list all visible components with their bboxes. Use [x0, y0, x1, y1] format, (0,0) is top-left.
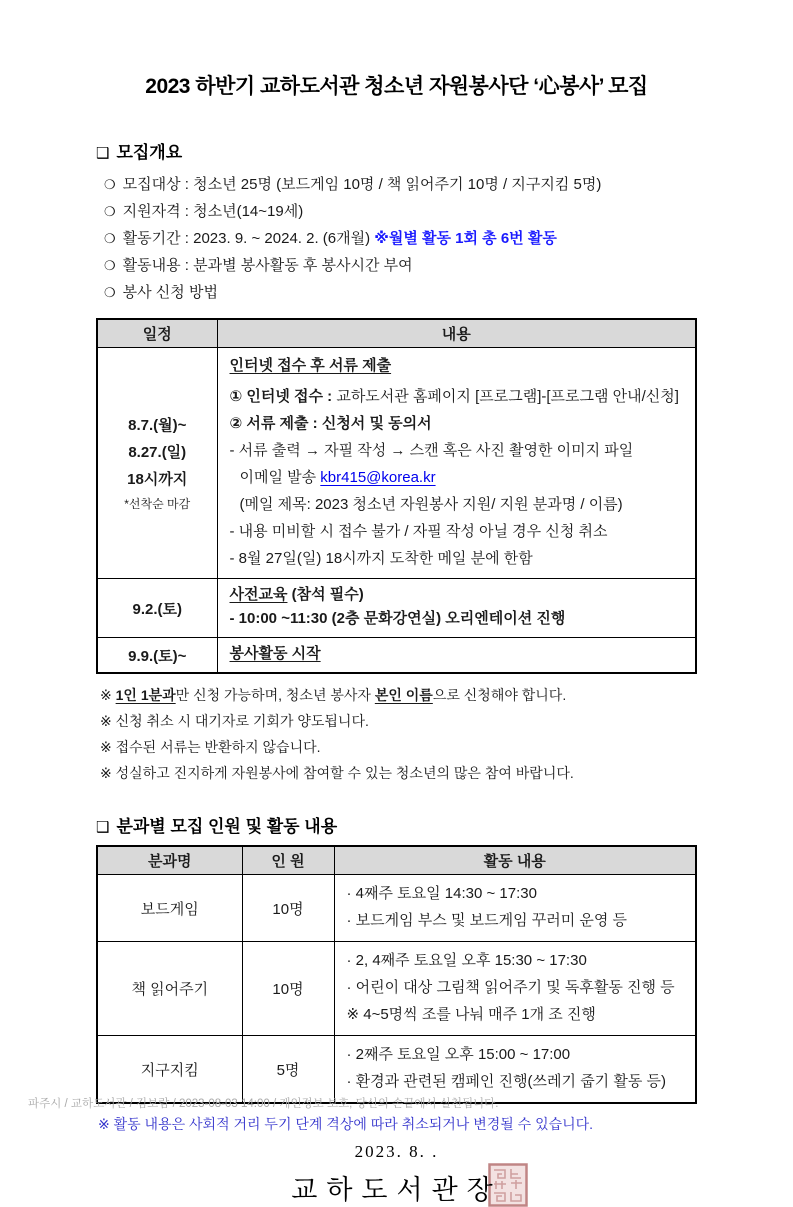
- content-line: [230, 642, 686, 666]
- overview-item-text: 활동기간 : 2023. 9. ~ 2024. 2. (6개월): [122, 230, 375, 247]
- content-line: [230, 464, 686, 491]
- circle-bullet-icon: ❍: [104, 204, 116, 219]
- note-line: [100, 682, 697, 708]
- content-line: (메일 제목: 2023 청소년 자원봉사 지원/ 지원 분과명 / 이름): [239, 496, 623, 513]
- table-row: [97, 579, 696, 638]
- table-row: [97, 638, 696, 674]
- closing-date: 2023. 8. .: [354, 1142, 439, 1161]
- step1-label: ① 인터넷 접수 :: [229, 388, 337, 405]
- overview-item-text: 모집대상 : 청소년 25명 (보드게임 10명 / 책 읽어주기 10명 / 지구지킴 5명): [122, 176, 602, 193]
- signature-block: [291, 1168, 502, 1207]
- activity-change-footnote: ※ 활동 내용은 사회적 거리 두기 단계 격상에 따라 취소되거나 변경될 수 있습니다.: [98, 1116, 594, 1132]
- table-row: [97, 875, 696, 942]
- circle-bullet-icon: ❍: [104, 231, 116, 246]
- content-line: [230, 410, 686, 437]
- dept-activities-cell: [334, 942, 696, 1036]
- page-footer: 파주시 / 교하도서관 / 김보람 / 2023-08-03 14:00 / 개인정보 보호, 당신의 손끝에서 실천됩니다.: [28, 1098, 499, 1110]
- list-item: [104, 171, 697, 198]
- schedule-content-cell: [217, 638, 696, 674]
- content-line: [230, 383, 686, 410]
- overview-item-text: 활동내용 : 분과별 봉사활동 후 봉사시간 부여: [122, 257, 413, 274]
- dept-activities-cell: [334, 1036, 696, 1104]
- activity-line: · 4째주 토요일 14:30 ~ 17:30: [346, 885, 537, 902]
- overview-heading-label: 모집개요: [116, 143, 183, 162]
- email-send-label: 이메일 발송: [239, 469, 321, 486]
- content-line: - 서류 출력 → 자필 작성 → 스캔 혹은 사진 촬영한 이미지 파일: [229, 442, 634, 459]
- square-bullet-icon: ❑: [96, 145, 110, 162]
- departments-heading-label: 분과별 모집 인원 및 활동 내용: [116, 817, 338, 836]
- first-come-note: *선착순 마감: [124, 496, 191, 511]
- content-line: [230, 583, 686, 607]
- dept-count-col-header: 인 원: [242, 846, 334, 875]
- content-line: - 8월 27일(일) 18시까지 도착한 메일 분에 한함: [229, 550, 533, 567]
- table-row: [97, 1036, 696, 1104]
- list-item: [104, 252, 697, 279]
- dept-name-cell: 보드게임: [97, 875, 242, 942]
- one-person-one-dept-emphasis: 1인 1분과: [115, 687, 176, 703]
- page-title: 2023 하반기 교하도서관 청소년 자원봉사단 ‘心봉사’ 모집: [145, 75, 648, 98]
- schedule-date-cell: 9.2.(토): [97, 579, 217, 638]
- schedule-content-cell: [217, 348, 696, 579]
- activity-line: · 환경과 관련된 캠페인 진행(쓰레기 줍기 활동 등): [346, 1073, 666, 1090]
- dept-count-cell: 10명: [242, 875, 334, 942]
- signature-title: 교하도서관장: [291, 1175, 502, 1205]
- monthly-activity-note: ※월별 활동 1회 총 6번 활동: [374, 230, 557, 247]
- dept-activity-col-header: 활동 내용: [334, 846, 696, 875]
- list-item: [104, 225, 697, 252]
- schedule-date-cell: [97, 348, 217, 579]
- circle-bullet-icon: ❍: [104, 177, 116, 192]
- own-name-emphasis: 본인 이름: [374, 687, 433, 703]
- note-line: ※ 접수된 서류는 반환하지 않습니다.: [100, 739, 321, 755]
- overview-section-heading: [96, 138, 697, 163]
- schedule-table: [96, 318, 697, 674]
- dept-count-cell: 10명: [242, 942, 334, 1036]
- date-line: 8.7.(월)~: [128, 416, 187, 434]
- dept-name-cell: 책 읽어주기: [97, 942, 242, 1036]
- step2-label: ② 서류 제출 : 신청서 및 동의서: [229, 415, 432, 432]
- table-header-row: [97, 846, 696, 875]
- volunteer-start-label: 봉사활동 시작: [229, 645, 321, 662]
- note-text: 으로 신청해야 합니다.: [432, 687, 567, 703]
- step1-text: 교하도서관 홈페이지 [프로그램]-[프로그램 안내/신청]: [336, 388, 679, 405]
- note-line: ※ 성실하고 진지하게 자원봉사에 참여할 수 있는 청소년의 많은 참여 바랍니다.: [100, 765, 574, 781]
- attendance-required-label: (참석 필수): [287, 586, 364, 603]
- table-header-row: [97, 319, 696, 348]
- circle-bullet-icon: ❍: [104, 258, 116, 273]
- activity-line: · 2째주 토요일 오후 15:00 ~ 17:00: [346, 1046, 571, 1063]
- content-line: - 10:00 ~11:30 (2층 문화강연실) 오리엔테이션 진행: [229, 610, 566, 627]
- departments-table: [96, 845, 697, 1104]
- overview-item-text: 지원자격 : 청소년(14~19세): [122, 203, 304, 220]
- date-line: 8.27.(일): [128, 443, 187, 461]
- cell-heading: 인터넷 접수 후 서류 제출: [229, 357, 392, 374]
- dept-name-cell: 지구지킴: [97, 1036, 242, 1104]
- note-text: 만 신청 가능하며, 청소년 봉사자: [175, 687, 375, 703]
- pre-education-label: 사전교육: [229, 586, 288, 603]
- notes-block: [100, 682, 697, 786]
- overview-item-text: 봉사 신청 방법: [122, 284, 218, 301]
- content-line: - 내용 미비할 시 접수 불가 / 자필 작성 아닐 경우 신청 취소: [229, 523, 608, 540]
- list-item: [104, 279, 697, 306]
- activity-line: · 보드게임 부스 및 보드게임 꾸러미 운영 등: [346, 912, 627, 929]
- schedule-date-cell: 9.9.(토)~: [97, 638, 217, 674]
- content-col-header: 내용: [217, 319, 696, 348]
- dept-name-col-header: 분과명: [97, 846, 242, 875]
- email-link[interactable]: kbr415@korea.kr: [320, 469, 436, 486]
- schedule-content-cell: [217, 579, 696, 638]
- list-item: [104, 198, 697, 225]
- overview-list: [104, 171, 697, 306]
- dept-count-cell: 5명: [242, 1036, 334, 1104]
- activity-line: ※ 4~5명씩 조를 나눠 매주 1개 조 진행: [346, 1006, 596, 1023]
- note-prefix: ※: [100, 687, 116, 703]
- table-row: [97, 348, 696, 579]
- table-row: [97, 942, 696, 1036]
- activity-line: · 2, 4째주 토요일 오후 15:30 ~ 17:30: [346, 952, 587, 969]
- circle-bullet-icon: ❍: [104, 285, 116, 300]
- date-line: 18시까지: [127, 470, 188, 488]
- departments-section-heading: [96, 812, 697, 837]
- schedule-col-header: 일정: [97, 319, 217, 348]
- closing-block: [96, 1142, 697, 1207]
- activity-line: · 어린이 대상 그림책 읽어주기 및 독후활동 진행 등: [346, 979, 675, 996]
- square-bullet-icon: ❑: [96, 819, 110, 836]
- note-line: ※ 신청 취소 시 대기자로 기회가 양도됩니다.: [100, 713, 369, 729]
- dept-activities-cell: [334, 875, 696, 942]
